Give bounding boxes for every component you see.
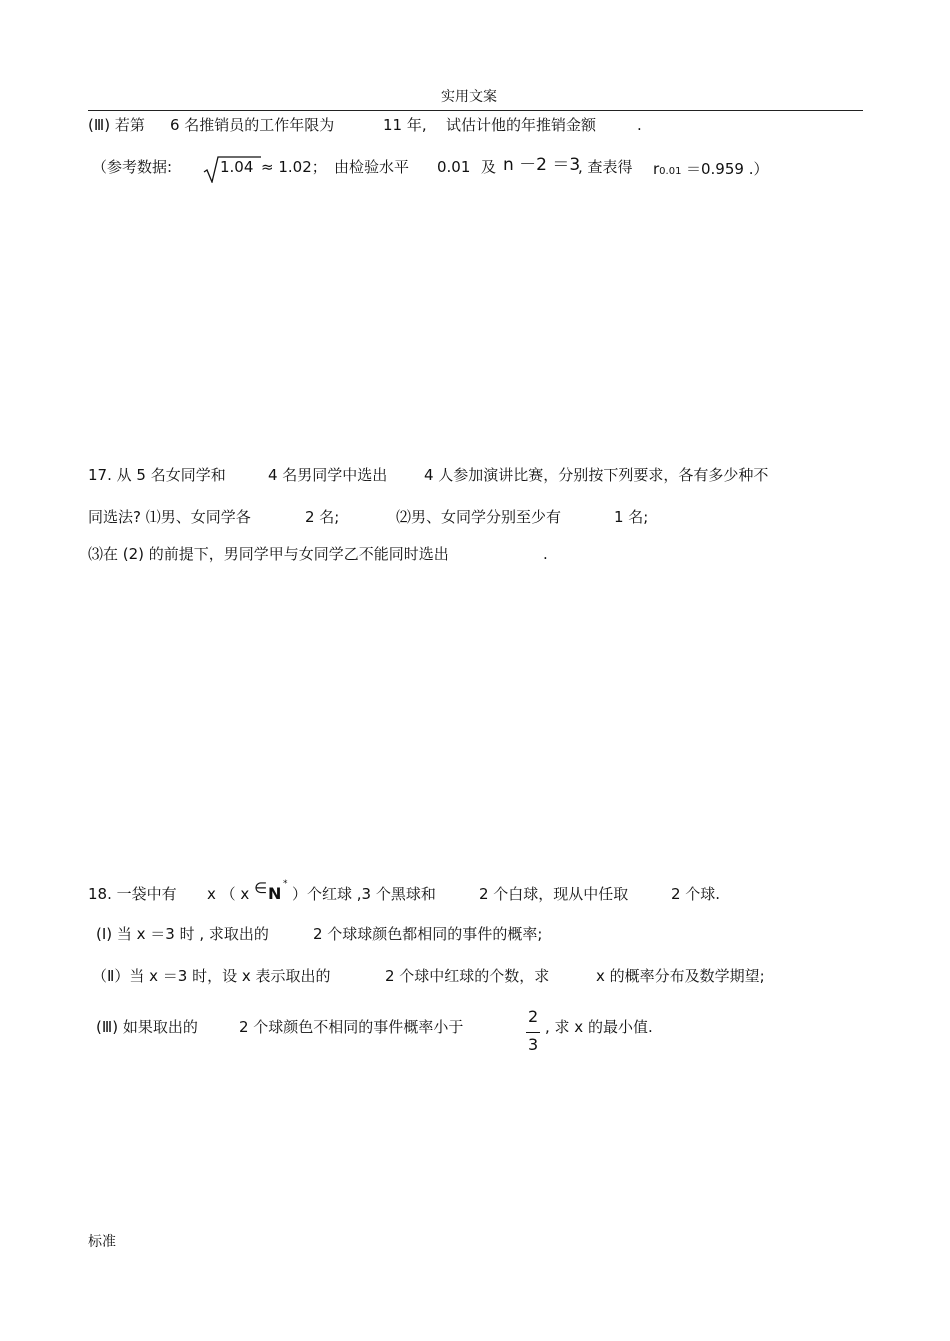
q16-part3-label: (Ⅲ) 若第 xyxy=(88,116,145,134)
q18-part2-b: 2 个球中红球的个数，求 xyxy=(385,967,550,985)
fraction-bar xyxy=(526,1032,540,1033)
q18-line1-c: 2 个白球，现从中任取 xyxy=(479,885,629,903)
q17-line2-b: 2 名; xyxy=(305,508,340,526)
q17-line2-a: 同选法? ⑴男、女同学各 xyxy=(88,508,251,526)
q16-ref-and: 及 xyxy=(481,158,497,176)
q18-part1-b: 2 个球球颜色都相同的事件的概率; xyxy=(313,925,543,943)
page-header-title: 实用文案 xyxy=(441,89,497,105)
header-rule xyxy=(88,110,863,111)
q18-line1-b: ）个红球 ,3 个黑球和 xyxy=(292,885,436,903)
q18-part3-c: , 求 x 的最小值. xyxy=(545,1018,653,1036)
q18-line1-a: 18. 一袋中有 xyxy=(88,885,177,903)
q16-ref-sqrt-arg: 1.04 xyxy=(220,158,254,176)
superscript-star: * xyxy=(283,879,288,889)
q18-part2-c: x 的概率分布及数学期望; xyxy=(596,967,765,985)
q17-line2-d: 1 名; xyxy=(614,508,649,526)
q18-part3-b: 2 个球颜色不相同的事件概率小于 xyxy=(239,1018,464,1036)
q16-part3-years: 11 年, xyxy=(383,116,427,134)
q17-line1-b: 4 名男同学中选出 xyxy=(268,466,388,484)
q17-line2-c: ⑵男、女同学分别至少有 xyxy=(396,508,562,526)
natural-numbers-symbol: N xyxy=(268,884,282,903)
q16-part3-end: . xyxy=(637,116,642,134)
q17-line3-b: . xyxy=(543,545,548,563)
q18-line1-d: 2 个球. xyxy=(671,885,721,903)
q16-ref-level-value: 0.01 xyxy=(437,158,471,176)
page-footer: 标准 xyxy=(88,1234,116,1250)
q17-line1-a: 17. 从 5 名女同学和 xyxy=(88,466,226,484)
q16-ref-table: , 查表得 xyxy=(578,158,633,176)
q17-line1-c: 4 人参加演讲比赛，分别按下列要求，各有多少种不 xyxy=(424,466,769,484)
q16-ref-n-expr: n －2 ＝3 xyxy=(503,155,581,175)
q18-line1-x: x （ x xyxy=(207,885,250,903)
q18-part1-a: (Ⅰ) 当 x ＝3 时 , 求取出的 xyxy=(96,925,269,943)
q16-ref-level-text: 由检验水平 xyxy=(334,158,410,176)
q16-ref-r-sub: 0.01 xyxy=(659,166,682,177)
q16-ref-approx: ≈ 1.02； xyxy=(261,158,327,176)
q17-line3-a: ⑶在 (2) 的前提下，男同学甲与女同学乙不能同时选出 xyxy=(88,545,449,563)
q16-ref-prefix: （参考数据: xyxy=(92,158,173,176)
q18-part2-a: （Ⅱ）当 x ＝3 时，设 x 表示取出的 xyxy=(92,967,331,985)
q18-part3-a: (Ⅲ) 如果取出的 xyxy=(96,1018,198,1036)
q16-part3-rest: 试估计他的年推销金额 xyxy=(446,116,597,134)
q16-ref-r: r0.01 xyxy=(653,160,682,178)
element-of-symbol: ∈ xyxy=(254,879,268,897)
q16-ref-r-value: ＝0.959 .） xyxy=(686,160,769,178)
q16-part3-n: 6 名推销员的工作年限为 xyxy=(170,116,335,134)
fraction-numerator: 2 xyxy=(528,1007,539,1026)
fraction-denominator: 3 xyxy=(528,1035,539,1054)
